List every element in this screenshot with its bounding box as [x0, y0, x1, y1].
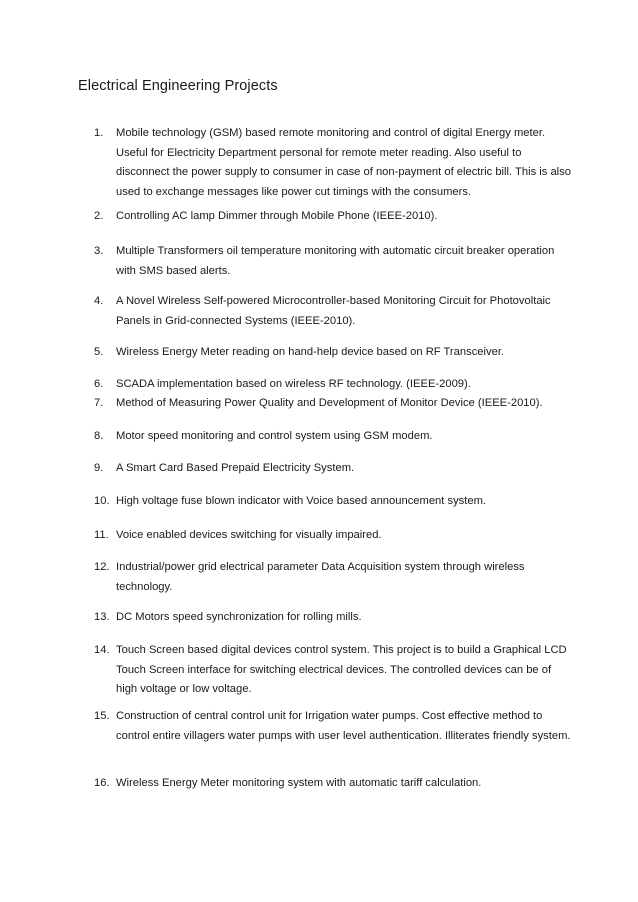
list-item-number: 10. — [94, 495, 110, 507]
list-item-text: A Novel Wireless Self-powered Microcontroller-based Monitoring Circuit for Photovoltaic Panels in Grid-connected Systems (IEEE-2010). — [116, 295, 551, 327]
list-item-number: 15. — [94, 710, 110, 722]
list-item-number: 12. — [94, 561, 110, 573]
list-item-text: High voltage fuse blown indicator with Voice based announcement system. — [116, 495, 487, 507]
list-item-text: Mobile technology (GSM) based remote monitoring and control of digital Energy meter. Useful for Electricity Department personal for remote meter reading. Also useful to disconnect the power supply to consumer in case of non-payment of electric bill. This is also used to exchange messages like power cut timings with the consumers. — [116, 127, 571, 198]
list-item-number: 13. — [94, 611, 110, 623]
list-item-text: Multiple Transformers oil temperature monitoring with automatic circuit breaker operation with SMS based alerts. — [116, 245, 555, 277]
list-item-number: 4. — [94, 295, 104, 307]
list-item-number: 2. — [94, 210, 104, 222]
list-item-number: 7. — [94, 397, 104, 409]
list-item-number: 3. — [94, 245, 104, 257]
list-item-text: A Smart Card Based Prepaid Electricity System. — [116, 462, 355, 474]
list-item-text: Controlling AC lamp Dimmer through Mobile Phone (IEEE-2010). — [116, 210, 438, 222]
list-item-text: Wireless Energy Meter monitoring system with automatic tariff calculation. — [116, 777, 482, 789]
list-item-number: 5. — [94, 346, 104, 358]
list-item-number: 16. — [94, 777, 110, 789]
list-item-number: 6. — [94, 378, 104, 390]
list-item-text: Motor speed monitoring and control system using GSM modem. — [116, 430, 433, 442]
list-item-text: Voice enabled devices switching for visually impaired. — [116, 529, 382, 541]
list-item-text: SCADA implementation based on wireless RF technology. (IEEE-2009). — [116, 378, 471, 390]
list-item-text: DC Motors speed synchronization for rolling mills. — [116, 611, 362, 623]
list-item-text: Industrial/power grid electrical parameter Data Acquisition system through wireless technology. — [116, 561, 525, 593]
list-item-number: 1. — [94, 127, 104, 139]
list-item-text: Touch Screen based digital devices control system. This project is to build a Graphical LCD Touch Screen interface for switching electrical devices. The controlled devices can be of high voltage or low voltage. — [116, 644, 567, 695]
list-item-text: Construction of central control unit for Irrigation water pumps. Cost effective method to control entire villagers water pumps with user level authentication. Illiterates friendly system. — [116, 710, 571, 742]
list-item-number: 9. — [94, 462, 104, 474]
list-item-text: Wireless Energy Meter reading on hand-help device based on RF Transceiver. — [116, 346, 505, 358]
list-item-number: 11. — [94, 529, 109, 541]
page-title: Electrical Engineering Projects — [78, 78, 278, 94]
list-item-number: 14. — [94, 644, 110, 656]
list-item-text: Method of Measuring Power Quality and Development of Monitor Device (IEEE-2010). — [116, 397, 543, 409]
list-item-number: 8. — [94, 430, 104, 442]
